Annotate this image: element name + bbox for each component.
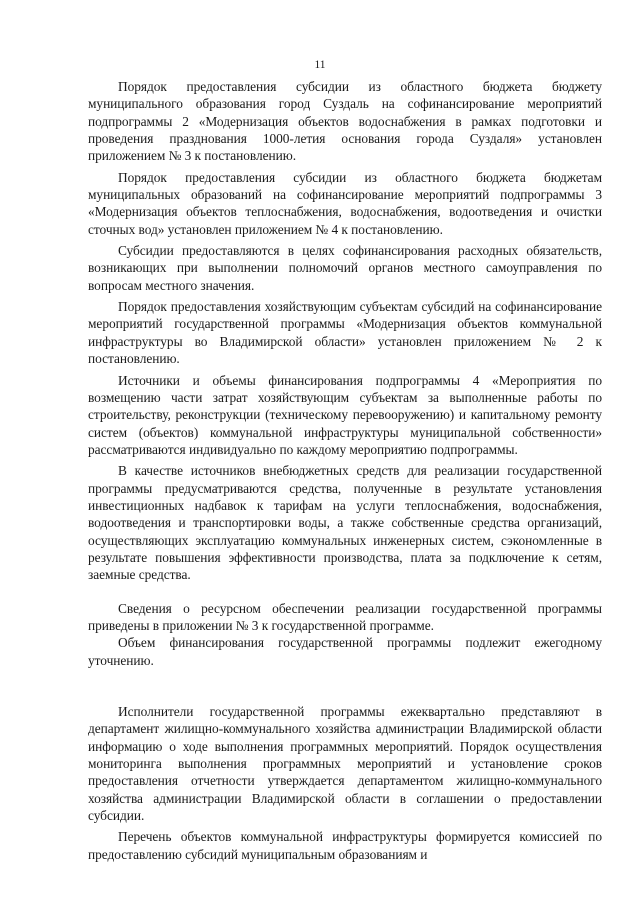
paragraph-funding-sources: Источники и объемы финансирования подпрограммы 4 «Мероприятия по возмещению части затрат хозяйствующим субъектам за выполненные работы по строительству, реконструкции (техническому перевооружению) и капитальному ремонту систем (объектов) коммунальной инфраструктуры муниципальной собственности» рассматриваются индивидуально по каждому мероприятию подпрограммы.	[88, 372, 602, 457]
document-body	[88, 78, 602, 863]
paragraph-annual-update: Объем финансирования государственной программы подлежит ежегодному уточнению.	[88, 635, 602, 668]
page-number: 11	[314, 59, 326, 71]
paragraph-quarterly-reports: Исполнители государственной программы ежеквартально представляют в департамент жилищно-коммунального хозяйства администрации Владимирской области информацию о ходе выполнения программных мероприятий. Порядок осуществления мониторинга выполнения программных мероприятий и установление сроков предоставления отчетности утверждается департаментом жилищно-коммунального хозяйства администрации Владимирской области в соглашении о предоставлении субсидии.	[88, 704, 602, 824]
paragraph-gap	[88, 669, 602, 703]
paragraph-objects-list: Перечень объектов коммунальной инфраструктуры формируется комиссией по предоставлению субсидий муниципальным образованиям и	[88, 829, 602, 862]
paragraph-business-subsidy: Порядок предоставления хозяйствующим субъектам субсидий на софинансирование мероприятий государственной программы «Модернизация объектов коммунальной инфраструктуры во Владимирской области» установлен приложением № 2 к постановлению.	[88, 299, 602, 367]
paragraph-municipal-subsidy: Порядок предоставления субсидии из областного бюджета бюджетам муниципальных образований на софинансирование мероприятий подпрограммы 3 «Модернизация объектов теплоснабжения, водоснабжения, водоотведения и очистки сточных вод» установлен приложением № 4 к постановлению.	[88, 169, 602, 237]
paragraph-subsidy-purpose: Субсидии предоставляются в целях софинансирования расходных обязательств, возникающих при выполнении полномочий органов местного самоуправления по вопросам местного значения.	[88, 243, 602, 293]
paragraph-suzdal-subsidy: Порядок предоставления субсидии из областного бюджета бюджету муниципального образования город Суздаль на софинансирование мероприятий подпрограммы 2 «Модернизация объектов водоснабжения в рамках подготовки и проведения празднования 1000-летия основания города Суздаля» установлен приложением № 3 к постановлению.	[88, 79, 602, 164]
paragraph-extrabudgetary-funds: В качестве источников внебюджетных средств для реализации государственной программы предусматриваются средства, полученные в результате установления инвестиционных надбавок к тарифам на услуги теплоснабжения, водоснабжения, водоотведения и транспортировки воды, а также собственные средства организаций, осуществляющих эксплуатацию коммунальных инженерных систем, сэкономленные в результате повышения эффективности производства, плата за подключение к сетям, заемные средства.	[88, 463, 602, 583]
paragraph-resource-info: Сведения о ресурсном обеспечении реализации государственной программы приведены в приложении № 3 к государственной программе.	[88, 600, 602, 633]
paragraph-gap	[88, 584, 602, 600]
